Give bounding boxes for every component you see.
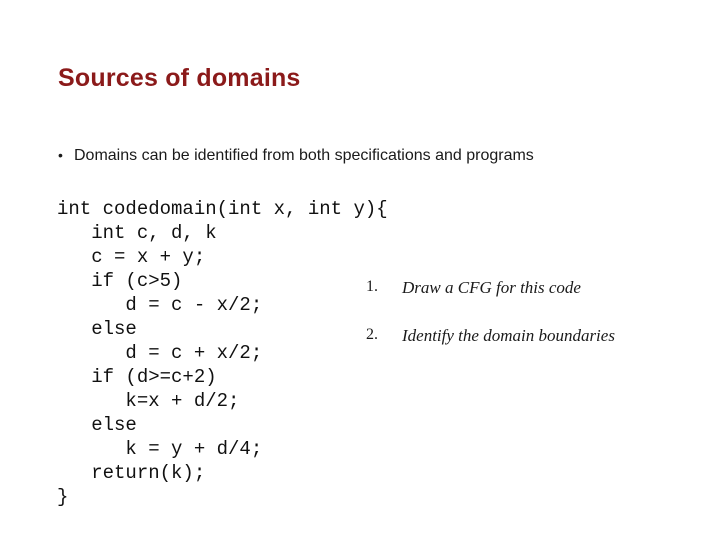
code-line: } — [57, 486, 69, 508]
task-text: Identify the domain boundaries — [402, 326, 615, 345]
code-line: int codedomain(int x, int y){ — [57, 198, 388, 220]
slide-title: Sources of domains — [58, 64, 301, 92]
code-line: d = c + x/2; — [57, 342, 263, 364]
task-number: 2. — [366, 326, 378, 343]
bullet-point — [58, 147, 534, 165]
task-text: Draw a CFG for this code — [402, 278, 581, 297]
code-line: if (c>5) — [57, 270, 183, 292]
code-line: c = x + y; — [57, 246, 206, 268]
code-line: else — [57, 414, 137, 436]
code-line: else — [57, 318, 137, 340]
code-line: return(k); — [57, 462, 206, 484]
code-line: k=x + d/2; — [57, 390, 240, 412]
task-number: 1. — [366, 278, 378, 295]
code-line: d = c - x/2; — [57, 294, 263, 316]
bullet-marker: • — [58, 147, 63, 163]
code-line: k = y + d/4; — [57, 438, 263, 460]
code-line: if (d>=c+2) — [57, 366, 217, 388]
code-line: int c, d, k — [57, 222, 217, 244]
bullet-text: Domains can be identified from both specifications and programs — [74, 147, 534, 164]
code-block — [57, 197, 388, 509]
